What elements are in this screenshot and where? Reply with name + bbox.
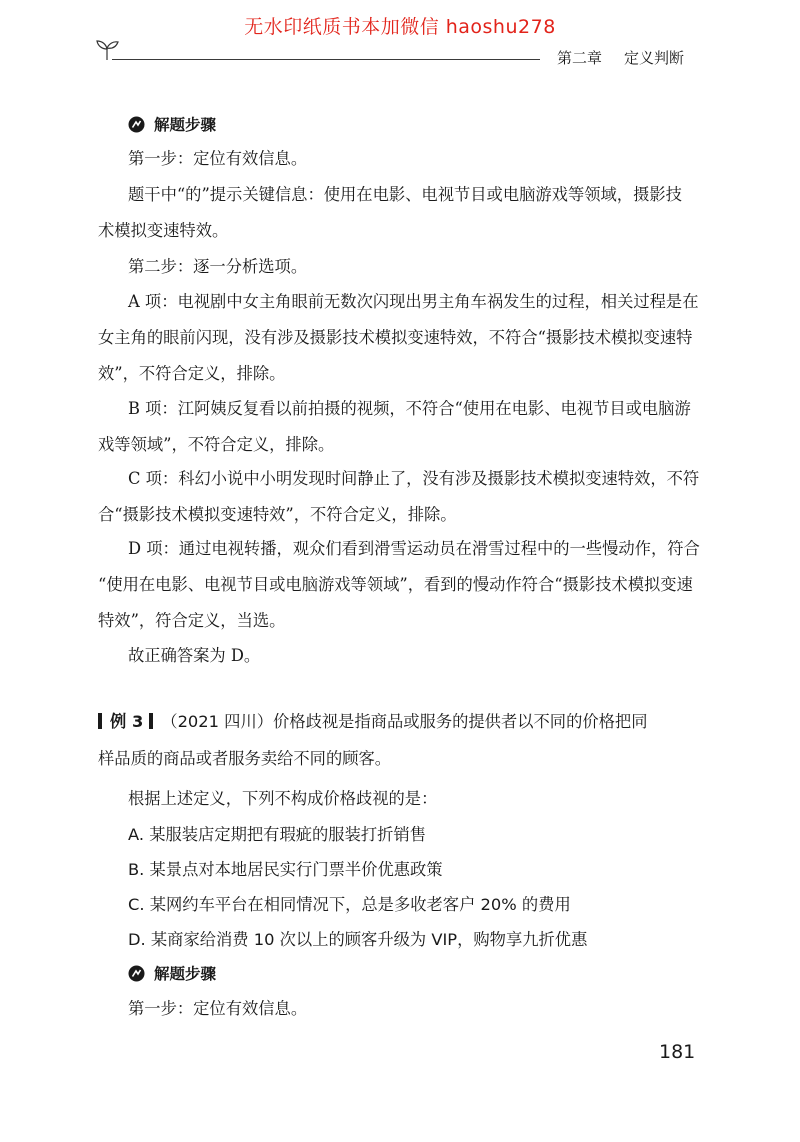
example-3-label: 例 3 [110, 712, 144, 731]
example-3-line-2: 样品质的商品或者服务卖给不同的顾客。 [98, 749, 392, 768]
option-c: C. 某网约车平台在相同情况下，总是多收老客户 20% 的费用 [128, 895, 571, 914]
step-one [128, 141, 692, 177]
page-number: 181 [659, 1041, 696, 1063]
option-b-analysis [98, 391, 692, 463]
option-b-line-2: 戏等领域”，不符合定义，排除。 [98, 435, 335, 454]
option-a-line-2: 女主角的眼前闪现，没有涉及摄影技术模拟变速特效，不符合“摄影技术模拟变速特 [98, 328, 693, 347]
key-info-paragraph [98, 177, 692, 249]
option-a-analysis [98, 284, 699, 392]
steps-badge-icon [128, 965, 145, 982]
option-b: B. 某景点对本地居民实行门票半价优惠政策 [128, 860, 443, 879]
solution-steps-label: 解题步骤 [154, 116, 217, 134]
option-b-line-1: B 项：江阿姨反复看以前拍摄的视频，不符合“使用在电影、电视节目或电脑游 [128, 399, 691, 418]
step-two-text: 第二步：逐一分析选项。 [128, 257, 308, 276]
option-a: A. 某服装店定期把有瑕疵的服装打折销售 [128, 825, 426, 844]
answer-line [128, 638, 692, 674]
example-3-question [98, 703, 698, 777]
key-info-line-2: 术模拟变速特效。 [98, 221, 229, 240]
step-one-2-text: 第一步：定位有效信息。 [128, 999, 308, 1018]
option-c-line-2: 合“摄影技术模拟变速特效”，不符合定义，排除。 [98, 505, 457, 524]
option-d: D. 某商家给消费 10 次以上的顾客升级为 VIP，购物享九折优惠 [128, 930, 588, 949]
option-d-line-2: “使用在电影、电视节目或电脑游戏等领域”，看到的慢动作符合“摄影技术模拟变速 [98, 575, 693, 594]
example-marker-left [98, 713, 102, 729]
example-3-line-1 [98, 703, 698, 740]
step-one-2 [128, 991, 692, 1027]
option-a-line-3: 效”，不符合定义，排除。 [98, 364, 286, 383]
solution-steps-label-2: 解题步骤 [154, 965, 217, 983]
watermark-text: 无水印纸质书本加微信 haoshu278 [244, 16, 556, 38]
key-info-line-1: 题干中“的”提示关键信息：使用在电影、电视节目或电脑游戏等领域，摄影技 [128, 185, 682, 204]
solution-steps-heading-2 [128, 962, 216, 984]
solution-steps-heading [128, 113, 216, 135]
answer-text: 故正确答案为 D。 [128, 646, 261, 665]
option-a-line-1: A 项：电视剧中女主角眼前无数次闪现出男主角车祸发生的过程，相关过程是在 [128, 292, 699, 311]
example-marker-right [149, 713, 153, 729]
option-c-analysis [98, 461, 700, 533]
option-d-line-3: 特效”，符合定义，当选。 [98, 611, 286, 630]
question-prompt: 根据上述定义，下列不构成价格歧视的是： [128, 789, 438, 808]
example-3-text-1: （2021 四川）价格歧视是指商品或服务的提供者以不同的价格把同 [161, 712, 648, 731]
chapter-title: 定义判断 [624, 49, 685, 67]
chapter-header [557, 47, 684, 68]
step-two [128, 249, 692, 285]
option-d-line-1: D 项：通过电视转播，观众们看到滑雪运动员在滑雪过程中的一些慢动作，符合 [128, 539, 700, 558]
option-d-analysis [98, 531, 700, 639]
option-c-line-1: C 项：科幻小说中小明发现时间静止了，没有涉及摄影技术模拟变速特效，不符 [128, 469, 700, 488]
chapter-number: 第二章 [557, 49, 603, 67]
header-rule [112, 59, 540, 60]
step-one-text: 第一步：定位有效信息。 [128, 149, 308, 168]
steps-badge-icon [128, 116, 145, 133]
